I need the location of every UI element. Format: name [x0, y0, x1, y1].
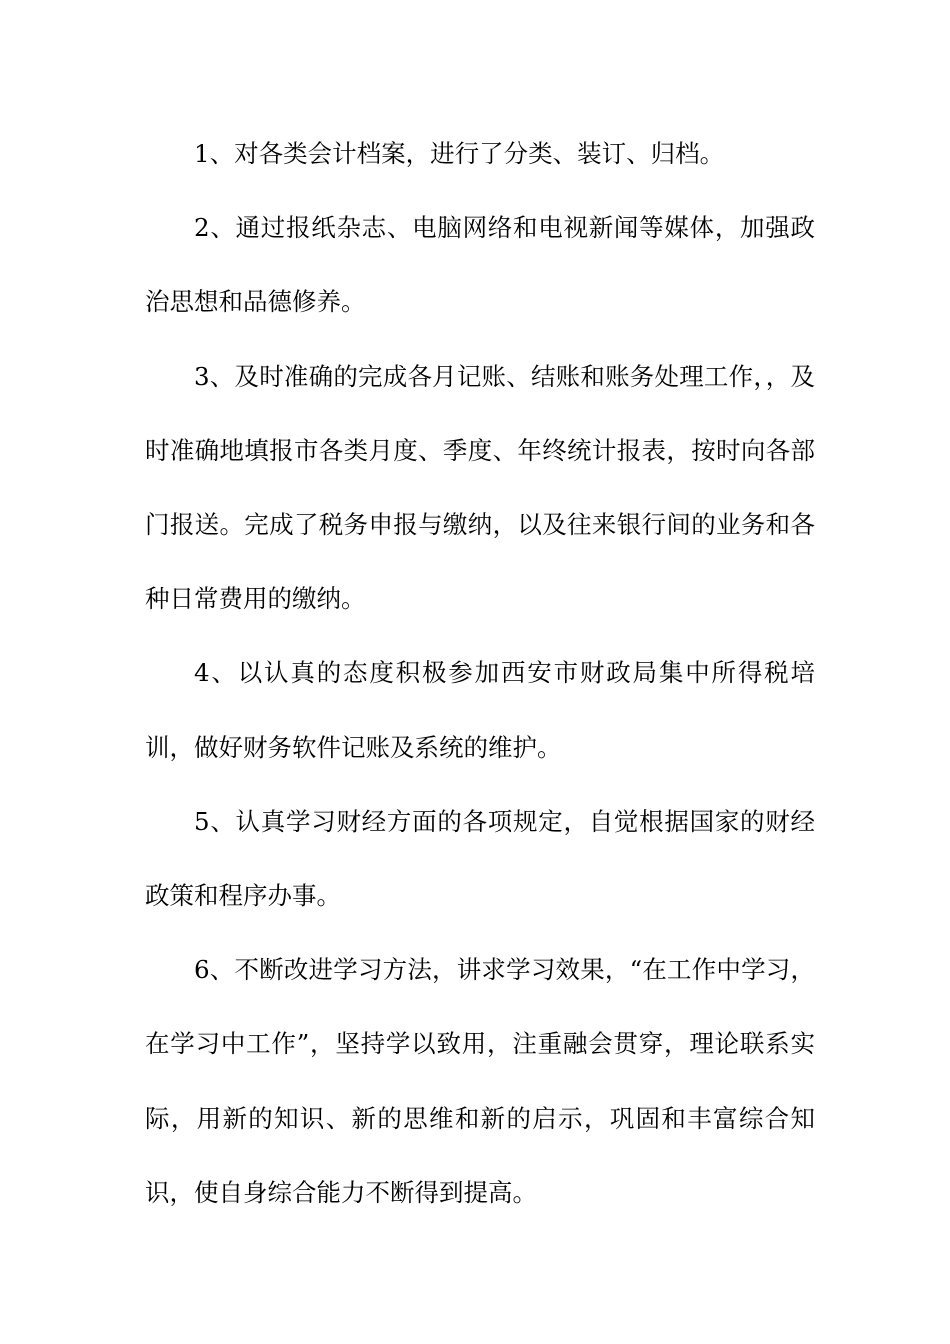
document-body — [145, 117, 815, 1230]
paragraph-1: 1、对各类会计档案，进行了分类、装订、归档。 — [194, 139, 725, 168]
paragraph-4: 4、以认真的态度积极参加西安市财政局集中所得税培训，做好财务软件记账及系统的维护。 — [145, 658, 815, 762]
paragraph-3: 3、及时准确的完成各月记账、结账和账务处理工作，，及时准确地填报市各类月度、季度、年终统计报表，按时向各部门报送。完成了税务申报与缴纳，以及往来银行间的业务和各种日常费用的缴纳。 — [145, 361, 815, 614]
paragraph-5: 5、认真学习财经方面的各项规定，自觉根据国家的财经政策和程序办事。 — [145, 806, 815, 911]
paragraph-6: 6、不断改进学习方法，讲求学习效果，“在工作中学习，在学习中工作”，坚持学以致用，注重融会贯穿，理论联系实际，用新的知识、新的思维和新的启示，巩固和丰富综合知识，使自身综合能力不断得到提高。 — [145, 955, 815, 1207]
paragraph-2: 2、通过报纸杂志、电脑网络和电视新闻等媒体，加强政治思想和品德修养。 — [145, 213, 815, 317]
